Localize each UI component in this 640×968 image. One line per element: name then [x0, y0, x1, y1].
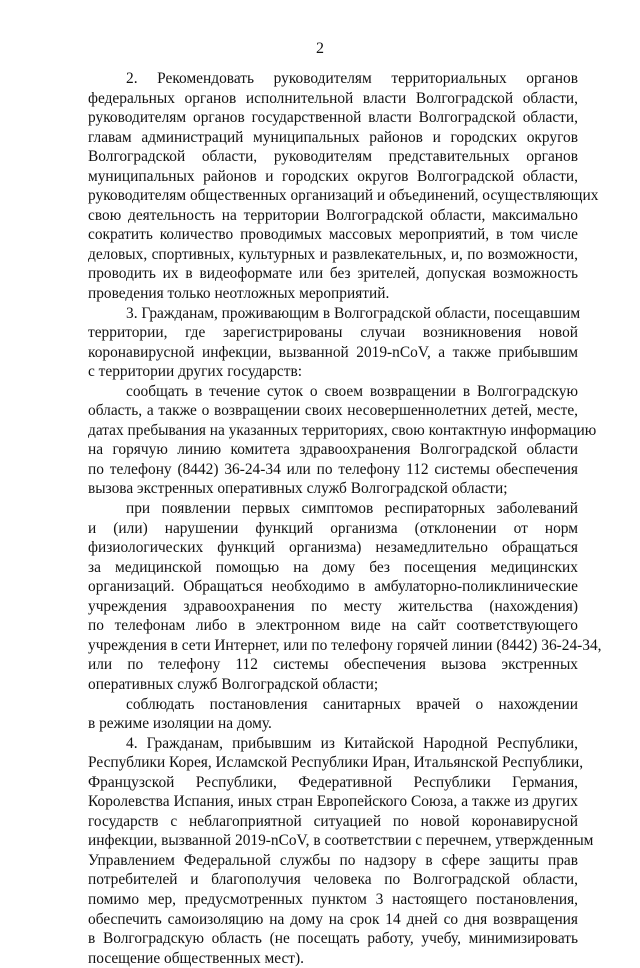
text-line: федеральных органов исполнительной власти Волгоградской области, — [88, 89, 578, 107]
text-line: обеспечить самоизоляцию на дому на срок 14 дней со дня возвращения — [88, 910, 578, 928]
paragraph-3 — [88, 304, 581, 382]
text-line: потребителей и благополучия человека по Волгоградской области, — [88, 871, 578, 889]
text-line: Республики Корея, Исламской Республики Иран, Итальянской Республики, — [88, 754, 584, 772]
paragraph-3-item-report — [88, 382, 597, 499]
text-line: в режиме изоляции на дому. — [88, 715, 272, 733]
text-line: соблюдать постановления санитарных врачей о нахождении — [126, 695, 578, 713]
text-line: по телефонам либо в электронном виде на сайт соответствующего — [88, 617, 578, 635]
text-line: датах пребывания на указанных территориях, свою контактную информацию — [88, 421, 597, 439]
text-line: организаций. Обращаться необходимо в амбулаторно-поликлинические — [88, 578, 578, 596]
text-line: учреждения здравоохранения по месту жительства (нахождения) — [88, 597, 578, 615]
text-line: Управлением Федеральной службы по надзору в сфере защиты прав — [88, 851, 578, 869]
paragraph-2 — [88, 69, 599, 304]
text-line: коронавирусной инфекции, вызванной 2019-nCoV, а также прибывшим — [88, 343, 578, 361]
text-line: на горячую линию комитета здравоохранения Волгоградской области — [88, 441, 578, 459]
text-line: в Волгоградскую область (не посещать работу, учебу, минимизировать — [88, 930, 578, 948]
text-line: Французской Республики, Федеративной Республики Германия, — [88, 773, 578, 791]
document-body — [88, 69, 602, 968]
text-line: территории, где зарегистрированы случаи возникновения новой — [88, 324, 578, 342]
text-line: физиологических функций организма) незамедлительно обращаться — [88, 539, 578, 557]
text-line: помимо мер, предусмотренных пунктом 3 настоящего постановления, — [88, 890, 578, 908]
text-line: с территории других государств: — [88, 363, 303, 381]
text-line: 4. Гражданам, прибывшим из Китайской Народной Республики, — [126, 734, 578, 752]
text-line: государств с неблагоприятной ситуацией по новой коронавирусной — [88, 812, 578, 830]
text-line: Королевства Испания, иных стран Европейского Союза, а также из других — [88, 793, 578, 811]
paragraph-3-item-symptoms — [88, 499, 602, 694]
text-line: свою деятельность на территории Волгоградской области, максимально — [88, 206, 578, 224]
text-line: или по телефону 112 системы обеспечения вызова экстренных — [88, 656, 578, 674]
text-line: сократить количество проводимых массовых мероприятий, в том числе — [88, 226, 578, 244]
text-line: посещение общественных мест). — [88, 949, 304, 967]
text-line: проводить их в видеоформате или без зрителей, допуская возможность — [88, 265, 578, 283]
text-line: сообщать в течение суток о своем возвращении в Волгоградскую — [126, 382, 578, 400]
text-line: 3. Гражданам, проживающим в Волгоградской области, посещавшим — [126, 304, 581, 322]
text-line: оперативных служб Волгоградской области; — [88, 675, 379, 693]
text-line: инфекции, вызванной 2019-nCoV, в соответствии с перечнем, утвержденным — [88, 832, 594, 850]
paragraph-3-item-isolation — [88, 695, 578, 734]
text-line: область, а также о возвращении своих несовершеннолетних детей, месте, — [88, 402, 578, 420]
text-line: главам администраций муниципальных районов и городских округов — [88, 128, 578, 146]
text-line: руководителям общественных организаций и объединений, осуществляющих — [88, 187, 599, 205]
text-line: проведения только неотложных мероприятий. — [88, 285, 390, 303]
text-line: деловых, спортивных, культурных и развлекательных, и, по возможности, — [88, 245, 578, 263]
text-line: за медицинской помощью на дому без посещения медицинских — [88, 558, 578, 576]
paragraph-4 — [88, 734, 594, 968]
page-number: 2 — [316, 40, 324, 57]
text-line: при появлении первых симптомов респираторных заболеваний — [126, 500, 578, 518]
text-line: 2. Рекомендовать руководителям территориальных органов — [126, 70, 578, 87]
text-line: вызова экстренных оперативных служб Волгоградской области; — [88, 480, 508, 498]
text-line: учреждения в сети Интернет, или по телефону горячей линии (8442) 36-24-34, — [88, 636, 602, 654]
text-line: и (или) нарушении функций организма (отклонении от норм — [88, 519, 578, 537]
text-line: руководителям органов государственной власти Волгоградской области, — [88, 109, 578, 127]
text-line: Волгоградской области, руководителям представительных органов — [88, 148, 578, 166]
text-line: муниципальных районов и городских округов Волгоградской области, — [88, 167, 578, 185]
text-line: по телефону (8442) 36-24-34 или по телефону 112 системы обеспечения — [88, 460, 578, 478]
